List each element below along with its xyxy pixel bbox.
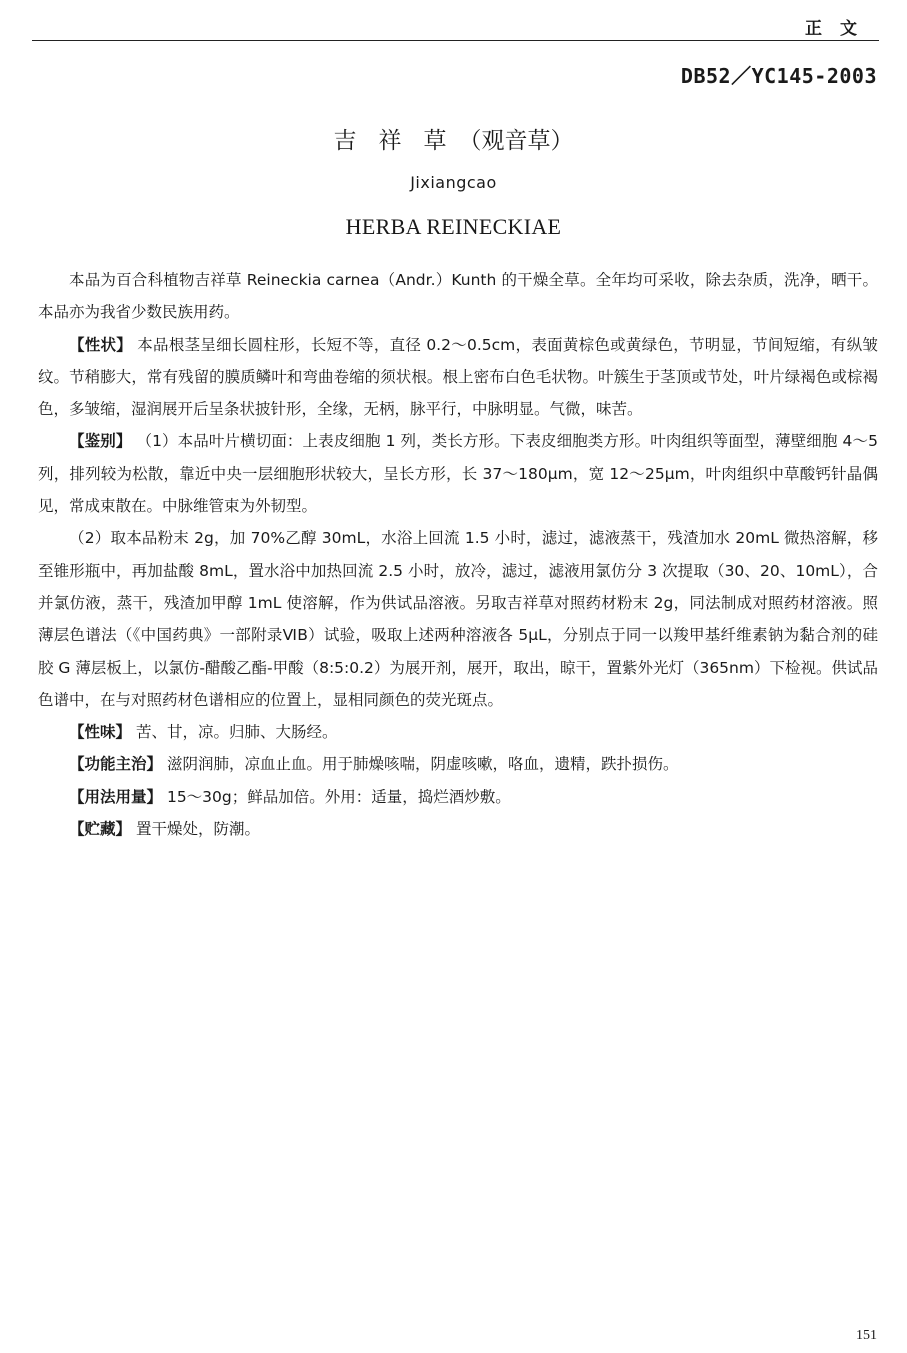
- section-identification: [38, 425, 878, 522]
- standard-code: DB52／YC145-2003: [680, 64, 877, 88]
- section-label: 【用法用量】: [69, 787, 163, 806]
- section-dosage: [38, 781, 878, 813]
- section-text: （1）本品叶片横切面：上表皮细胞 1 列，类长方形。下表皮细胞类方形。叶肉组织等面型，薄壁细胞 4～5 列，排列较为松散，靠近中央一层细胞形状较大，呈长方形，长 37～180μm，宽 12～25μm，叶肉组织中草酸钙针晶偶见，常成束散在。中脉维管束为外韧型。: [38, 432, 878, 516]
- title-pinyin: Jixiangcao: [410, 173, 497, 192]
- section-function-indication: [38, 748, 878, 780]
- title-chinese: [0, 122, 907, 155]
- intro-paragraph: 本品为百合科植物吉祥草 Reineckia carnea（Andr.）Kunth 的干燥全草。全年均可采收，除去杂质，洗净，晒干。本品亦为我省少数民族用药。: [38, 271, 878, 322]
- section-label: 【贮藏】: [69, 820, 132, 839]
- section-text: 苦、甘，凉。归肺、大肠经。: [135, 723, 338, 742]
- identification-2-paragraph: （2）取本品粉末 2g，加 70%乙醇 30mL，水浴上回流 1.5 小时，滤过，滤液蒸干，残渣加水 20mL 微热溶解，移至锥形瓶中，再加盐酸 8mL，置水浴中加热回流 2.5 小时，放冷，滤过，滤液用氯仿分 3 次提取（30、20、10mL），合并氯仿液，蒸干，残渣加甲醇 1mL 使溶解，作为供试品溶液。另取吉祥草对照药材粉末 2g，同法制成对照药材溶液。照薄层色谱法（《中国药典》一部附录ⅥB）试验，吸取上述两种溶液各 5μL，分别点于同一以羧甲基纤维素钠为黏合剂的硅胶 G 薄层板上，以氯仿-醋酸乙酯-甲酸（8:5:0.2）为展开剂，展开，取出，晾干，置紫外光灯（365nm）下检视。供试品色谱中，在与对照药材色谱相应的位置上，显相同颜色的荧光斑点。: [38, 529, 878, 709]
- section-text: 本品根茎呈细长圆柱形，长短不等，直径 0.2～0.5cm，表面黄棕色或黄绿色，节明显，节间短缩，有纵皱纹。节稍膨大，常有残留的膜质鳞叶和弯曲卷缩的须状根。根上密布白色毛状物。叶簇生于茎顶或节处，叶片绿褐色或棕褐色，多皱缩，湿润展开后呈条状披针形，全缘，无柄，脉平行，中脉明显。气微，味苦。: [38, 335, 878, 419]
- section-label: 【性味】: [69, 723, 132, 742]
- section-nature-flavor: [38, 716, 878, 748]
- section-text: 15～30g；鲜品加倍。外用：适量，捣烂酒炒敷。: [166, 787, 511, 806]
- title-latin: HERBA REINECKIAE: [345, 214, 562, 239]
- section-storage: [38, 813, 878, 845]
- section-text: 滋阴润肺，凉血止血。用于肺燥咳喘，阴虚咳嗽，咯血，遗精，跌扑损伤。: [166, 755, 679, 774]
- section-description: [38, 329, 878, 426]
- header-divider: [32, 40, 879, 41]
- section-text: 置干燥处，防潮。: [135, 820, 260, 839]
- section-label: 【鉴别】: [69, 432, 132, 451]
- section-label: 【性状】: [69, 335, 133, 354]
- running-header-section: 正文: [805, 19, 875, 39]
- title-chinese-alias: （观音草）: [458, 128, 574, 154]
- section-label: 【功能主治】: [69, 755, 163, 774]
- page-number: 151: [856, 1328, 877, 1343]
- monograph-body: [38, 264, 878, 845]
- title-chinese-main: 吉祥草: [333, 128, 469, 154]
